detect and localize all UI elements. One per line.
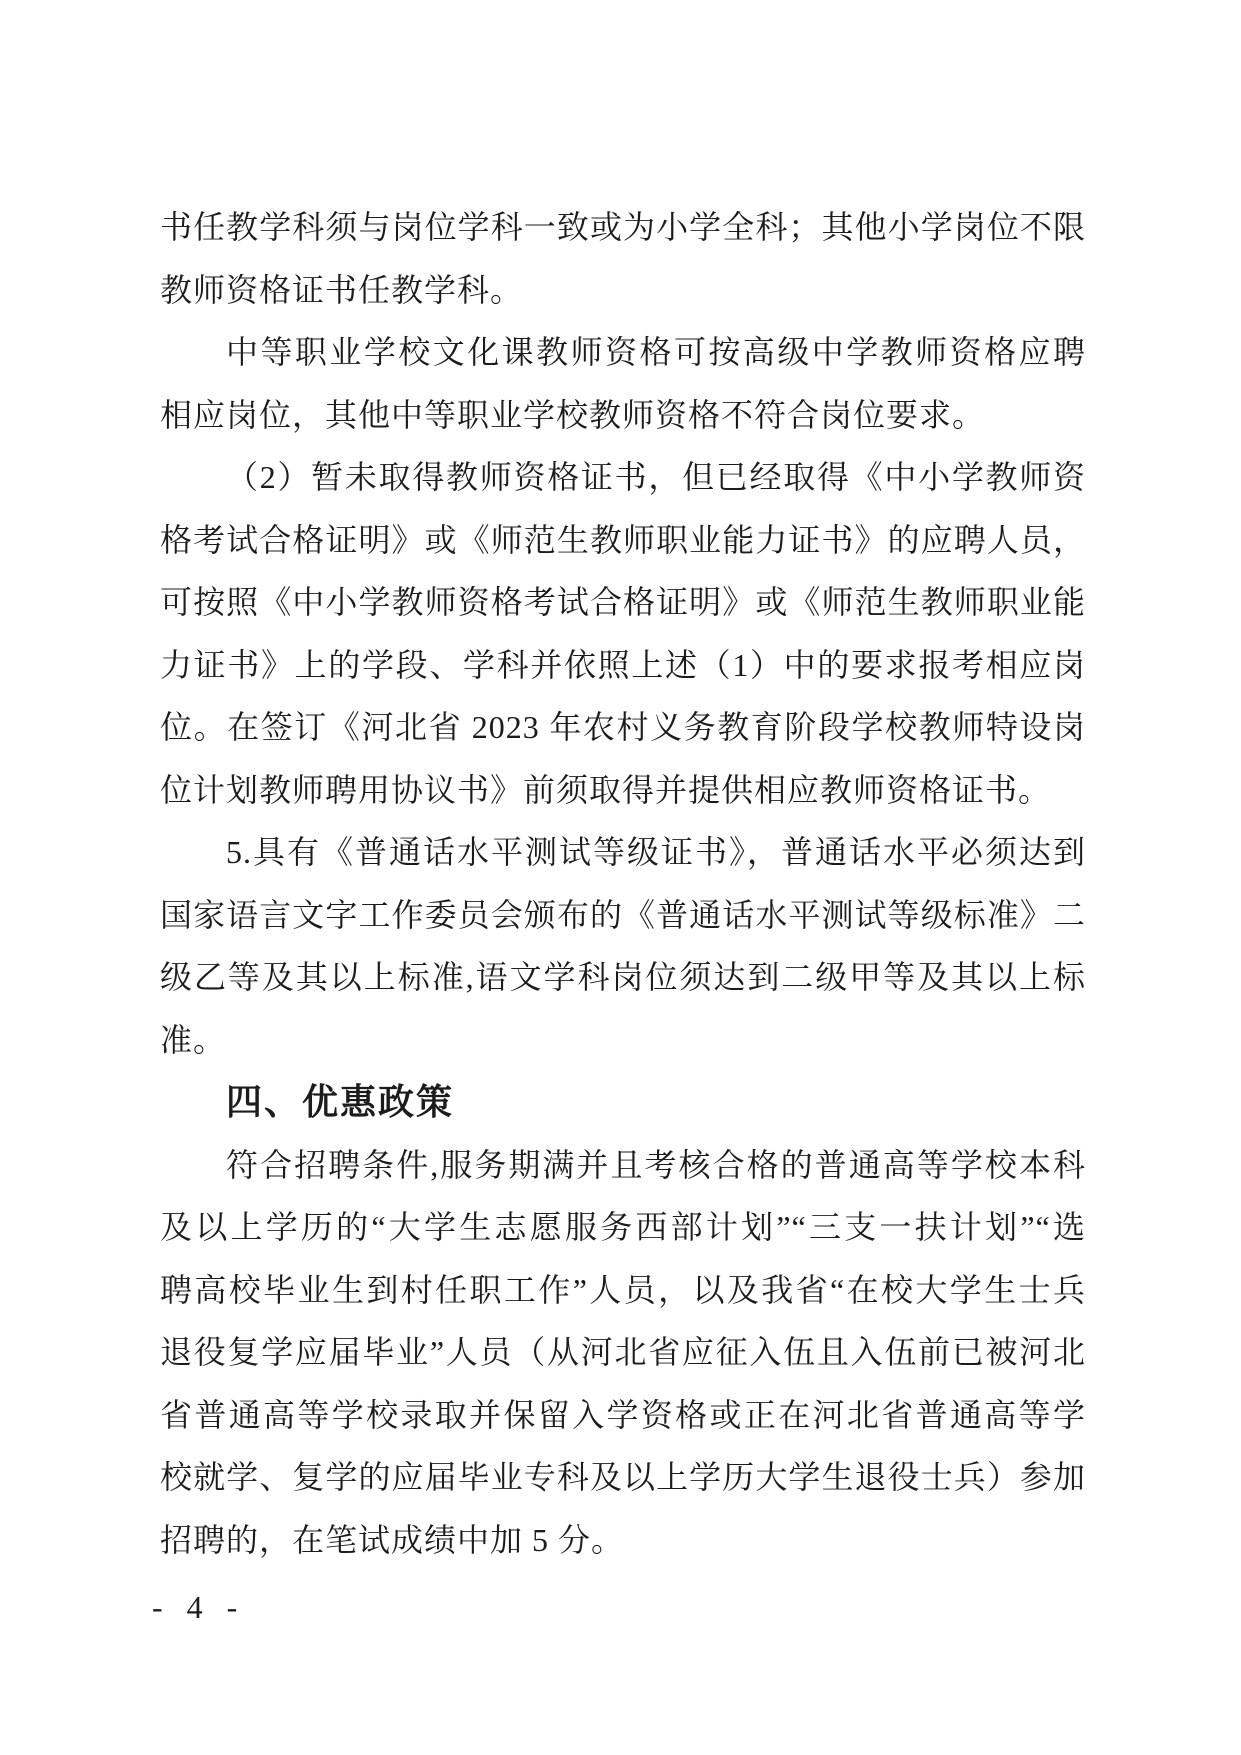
text-line: 可按照《中小学教师资格考试合格证明》或《师范生教师职业能 <box>160 584 1086 620</box>
text-line: 5.具有《普通话水平测试等级证书》，普通话水平必须达到 <box>226 834 1086 870</box>
text-line: 相应岗位，其他中等职业学校教师资格不符合岗位要求。 <box>160 396 986 433</box>
text-line: （2）暂未取得教师资格证书，但已经取得《中小学教师资 <box>226 459 1086 495</box>
text-line: 位计划教师聘用协议书》前须取得并提供相应教师资格证书。 <box>160 771 1052 808</box>
text-line: 退役复学应届毕业”人员（从河北省应征入伍且入伍前已被河北 <box>160 1334 1086 1370</box>
text-line: 及以上学历的“大学生志愿服务西部计划”“三支一扶计划”“选 <box>160 1209 1086 1245</box>
text-line: 校就学、复学的应届毕业专科及以上学历大学生退役士兵）参加 <box>160 1459 1086 1495</box>
text-line: 招聘的，在笔试成绩中加 5 分。 <box>160 1521 625 1558</box>
page-number: - 4 - <box>152 1589 246 1625</box>
text-line: 准。 <box>160 1021 227 1058</box>
text-line: 格考试合格证明》或《师范生教师职业能力证书》的应聘人员， <box>160 521 1086 558</box>
text-line: 力证书》上的学段、学科并依照上述（1）中的要求报考相应岗 <box>160 646 1086 683</box>
text-line: 省普通高等学校录取并保留入学资格或正在河北省普通高等学 <box>160 1396 1086 1433</box>
document-body <box>160 196 1086 1571</box>
text-line: 教师资格证书任教学科。 <box>160 271 524 308</box>
text-line: 中等职业学校文化课教师资格可按高级中学教师资格应聘 <box>226 334 1086 370</box>
text-line: 聘高校毕业生到村任职工作”人员，以及我省“在校大学生士兵 <box>160 1271 1086 1308</box>
text-line: 级乙等及其以上标准,语文学科岗位须达到二级甲等及其以上标 <box>160 959 1086 995</box>
text-line: 书任教学科须与岗位学科一致或为小学全科；其他小学岗位不限 <box>160 209 1086 245</box>
text-line: 符合招聘条件,服务期满并且考核合格的普通高等学校本科 <box>226 1146 1086 1183</box>
text-line: 位。在签订《河北省 2023 年农村义务教育阶段学校教师特设岗 <box>160 709 1086 745</box>
section-heading: 四、优惠政策 <box>226 1081 455 1122</box>
text-line: 国家语言文字工作委员会颁布的《普通话水平测试等级标准》二 <box>160 896 1086 933</box>
